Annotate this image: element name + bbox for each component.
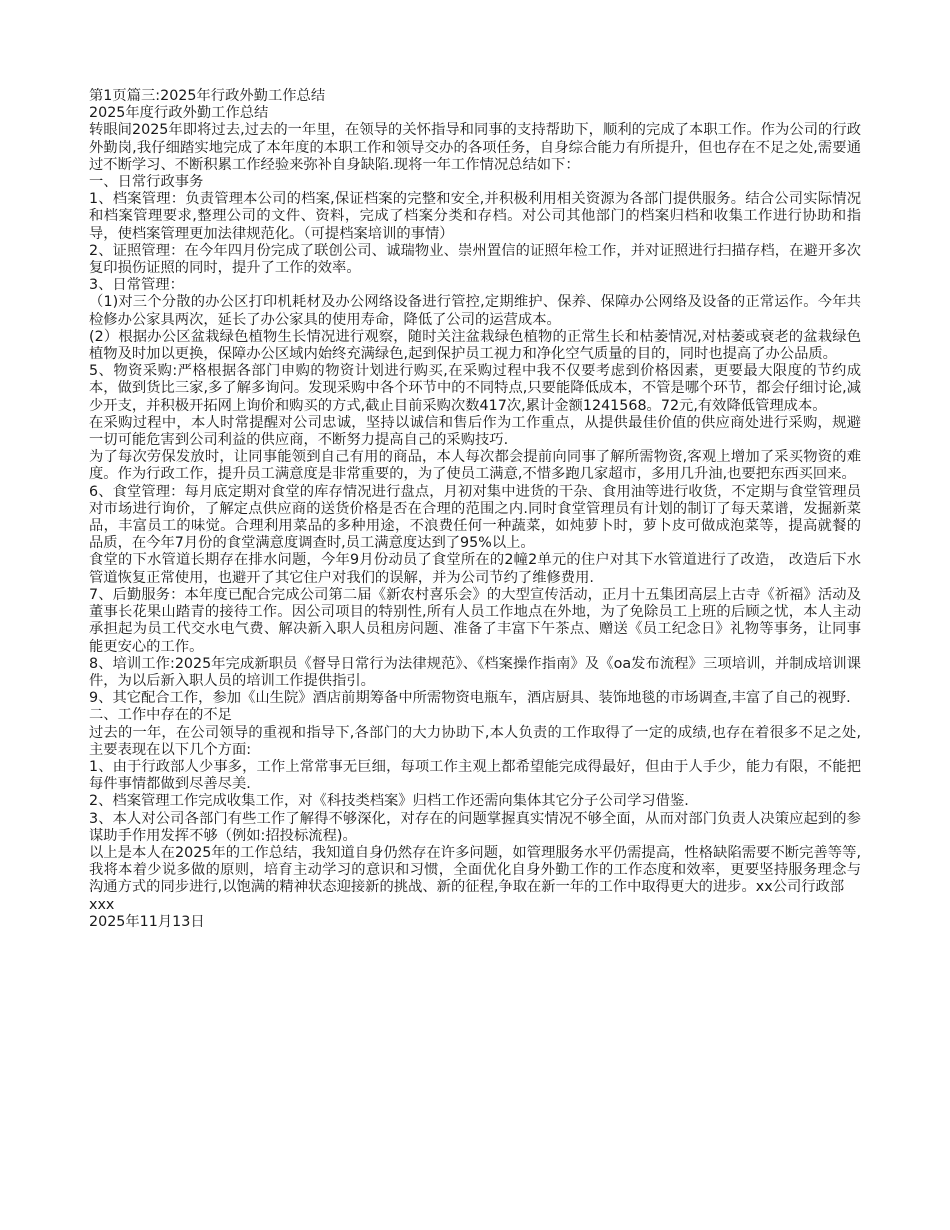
paragraph: 3、日常管理： [89, 277, 184, 294]
paragraph: （1)对三个分散的办公区打印机耗材及办公网络设备进行管控,定期维护、保养、保障办公网络及设备的正常运作。今年共检修办公家具两次，延长了办公家具的使用寿命，降低了公司的运营成本。 [89, 294, 861, 328]
paragraph: 1、由于行政部人少事多，工作上常常事无巨细，每项工作主观上都希望能完成得最好，但由于人手少，能力有限，不能把每件事情都做到尽善尽美. [89, 758, 861, 793]
paragraph: 一、日常行政事务 [89, 174, 204, 191]
paragraph: 为了每次劳保发放时，让同事能领到自己有用的商品，本人每次都会提前向同事了解所需物资,客观上增加了采买物资的难度。作为行政工作，提升员工满意度是非常重要的，为了使员工满意,不惜多跑几家超市，多用几升油,也要把东西买回来。 [89, 449, 861, 483]
document-body [89, 88, 861, 931]
paragraph: 2、证照管理：在今年四月份完成了联创公司、诚瑞物业、崇州置信的证照年检工作，并对证照进行扫描存档，在避开多次复印损伤证照的同时，提升了工作的效率。 [89, 242, 861, 277]
paragraph: 二、工作中存在的不足 [89, 707, 232, 724]
paragraph: (2）根据办公区盆栽绿色植物生长情况进行观察，随时关注盆栽绿色植物的正常生长和枯萎情况,对枯萎或衰老的盆栽绿色植物及时加以更换，保障办公区域内始终充满绿色,起到保护员工视力和净化空气质量的目的，同时也提高了办公品质。 [89, 328, 861, 363]
paragraph: 第1页篇三:2025年行政外勤工作总结 [89, 88, 326, 104]
paragraph: 2025年11月13日 [89, 913, 205, 930]
paragraph: 9、其它配合工作，参加《山生院》酒店前期筹备中所需物资电瓶车，酒店厨具、装饰地毯的市场调查,丰富了自己的视野. [89, 690, 851, 707]
paragraph: 2、档案管理工作完成收集工作，对《科技类档案》归档工作还需向集体其它分子公司学习借鉴. [89, 793, 689, 810]
paragraph: 3、本人对公司各部门有些工作了解得不够深化，对存在的问题掌握真实情况不够全面，从而对部门负责人决策应起到的参谋助手作用发挥不够（例如:招投标流程)。 [89, 810, 861, 844]
paragraph: 2025年度行政外勤工作总结 [89, 105, 269, 122]
paragraph: 7、后勤服务：本年度已配合完成公司第二届《新农村喜乐会》的大型宣传活动，正月十五集团高层上古寺《祈福》活动及董事长花果山踏青的接待工作。因公司项目的特别性,所有人员工作地点在外地，为了免除员工上班的后顾之忧，本人主动承担起为员工代交水电气费、解决新入职人员租房问题、准备了丰富下午茶点、赠送《员工纪念日》礼物等事务，让同事能更安心的工作。 [89, 586, 861, 655]
paragraph: 1、档案管理：负责管理本公司的档案,保证档案的完整和安全,并积极利用相关资源为各部门提供服务。结合公司实际情况和档案管理要求,整理公司的文件、资料，完成了档案分类和存档。对公司其他部门的档案归档和收集工作进行协助和指导，使档案管理更加法律规范化。（可提档案培训的事情） [89, 191, 861, 242]
paragraph: 在采购过程中，本人时常提醒对公司忠诚，坚持以诚信和售后作为工作重点，从提供最佳价值的供应商处进行采购，规避一切可能危害到公司利益的供应商，不断努力提高自己的采购技巧. [89, 414, 861, 449]
paragraph: 8、培训工作:2025年完成新职员《督导日常行为法律规范》、《档案操作指南》及《oa发布流程》三项培训，并制成培训课件，为以后新入职人员的培训工作提供指引。 [89, 655, 861, 689]
paragraph: xxx [89, 896, 115, 913]
paragraph: 5、物资采购:严格根据各部门申购的物资计划进行购买,在采购过程中我不仅要考虑到价格因素，更要最大限度的节约成本，做到货比三家,多了解多询问。发现采购中各个环节中的不同特点,只要能降低成本，不管是哪个环节，都会仔细讨论,减少开支，并积极开拓网上询价和购买的方式,截止目前采购次数417次,累计金额1241568。72元,有效降低管理成本。 [89, 363, 861, 414]
paragraph: 食堂的下水管道长期存在排水问题，今年9月份动员了食堂所在的2幢2单元的住户对其下水管道进行了改造， 改造后下水管道恢复正常使用，也避开了其它住户对我们的误解，并为公司节约了维修费用. [89, 552, 861, 586]
paragraph: 6、食堂管理：每月底定期对食堂的库存情况进行盘点，月初对集中进货的干杂、食用油等进行收货，不定期与食堂管理员对市场进行询价，了解定点供应商的送货价格是否在合理的范围之内.同时食堂管理员有计划的制订了每天菜谱，发掘新菜品，丰富员工的味觉。合理利用菜品的多种用途，不浪费任何一种蔬菜，如炖萝卜时，萝卜皮可做成泡菜等，提高就餐的品质，在今年7月份的食堂满意度调查时,员工满意度达到了95%以上。 [89, 483, 861, 552]
paragraph: 过去的一年，在公司领导的重视和指导下,各部门的大力协助下,本人负责的工作取得了一定的成绩,也存在着很多不足之处,主要表现在以下几个方面: [89, 724, 861, 758]
paragraph: 转眼间2025年即将过去,过去的一年里，在领导的关怀指导和同事的支持帮助下，顺利的完成了本职工作。作为公司的行政外勤岗,我仔细踏实地完成了本年度的本职工作和领导交办的各项任务，自身综合能力有所提升，但也存在不足之处,需要通过不断学习、不断积累工作经验来弥补自身缺陷.现将一年工作情况总结如下： [89, 122, 861, 173]
paragraph: 以上是本人在2025年的工作总结，我知道自身仍然存在许多问题，如管理服务水平仍需提高，性格缺陷需要不断完善等等,我将本着少说多做的原则，培育主动学习的意识和习惯，全面优化自身外勤工作的工作态度和效率，更要坚持服务理念与沟通方式的同步进行,以饱满的精神状态迎接新的挑战、新的征程,争取在新一年的工作中取得更大的进步。xx公司行政部 [89, 844, 861, 896]
